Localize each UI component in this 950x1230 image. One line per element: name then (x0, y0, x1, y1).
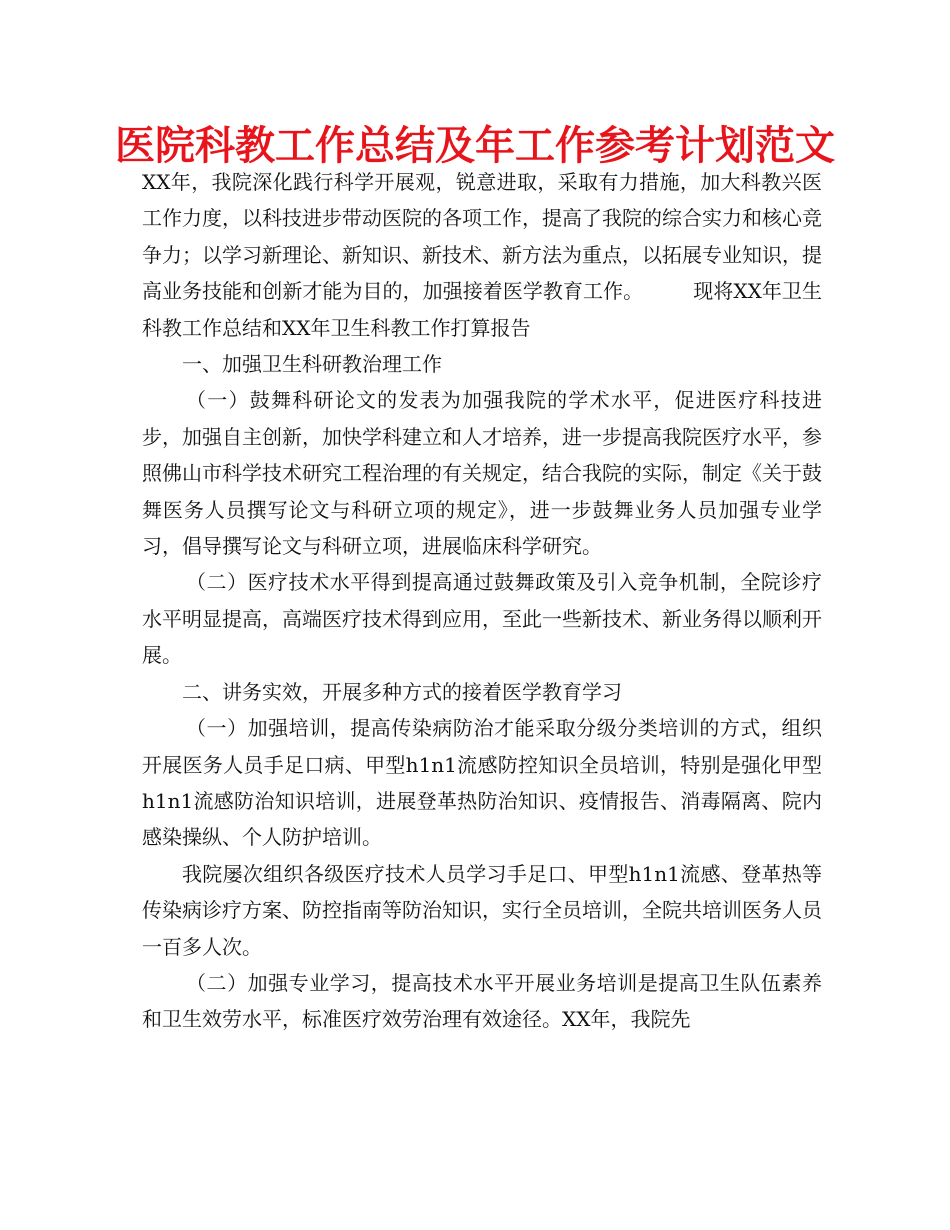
section-heading-2: 二、讲务实效，开展多种方式的接着医学教育学习 (182, 679, 622, 704)
section-heading-1: 一、加强卫生科研教治理工作 (182, 352, 442, 377)
paragraph-2-1-cont: 我院屡次组织各级医疗技术人员学习手足口、甲型h1n1流感、登革热等传染病诊疗方案、防控指南等防治知识，实行全员培训，全院共培训医务人员一百多人次。 (142, 861, 822, 959)
paragraph-intro: XX年，我院深化践行科学开展观，锐意进取，采取有力措施，加大科教兴医工作力度，以科技进步带动医院的各项工作，提高了我院的综合实力和核心竞争力；以学习新理论、新知识、新技术、新方法为重点，以拓展专业知识，提高业务技能和创新才能为目的，加强接着医学教育工作。 现将XX年卫生科教工作总结和XX年卫生科教工作打算报告 (142, 170, 822, 340)
document-body (142, 164, 822, 1038)
document-title: 医院科教工作总结及年工作参考计划范文 (115, 123, 835, 169)
paragraph-2-1: （一）加强培训，提高传染病防治才能采取分级分类培训的方式，组织开展医务人员手足口病、甲型h1n1流感防控知识全员培训，特别是强化甲型h1n1流感防治知识培训，进展登革热防治知识、疫情报告、消毒隔离、院内感染操纵、个人防护培训。 (142, 716, 822, 850)
paragraph-2-2: （二）加强专业学习，提高技术水平开展业务培训是提高卫生队伍素养和卫生效劳水平，标准医疗效劳治理有效途径。XX年，我院先 (142, 970, 822, 1032)
paragraph-1-2: （二）医疗技术水平得到提高通过鼓舞政策及引入竞争机制，全院诊疗水平明显提高，高端医疗技术得到应用，至此一些新技术、新业务得以顺利开展。 (142, 570, 822, 668)
paragraph-1-1: （一）鼓舞科研论文的发表为加强我院的学术水平，促进医疗科技进步，加强自主创新，加快学科建立和人才培养，进一步提高我院医疗水平，参照佛山市科学技术研究工程治理的有关规定，结合我院的实际，制定《关于鼓舞医务人员撰写论文与科研立项的规定》，进一步鼓舞业务人员加强专业学习，倡导撰写论文与科研立项，进展临床科学研究。 (142, 388, 822, 559)
